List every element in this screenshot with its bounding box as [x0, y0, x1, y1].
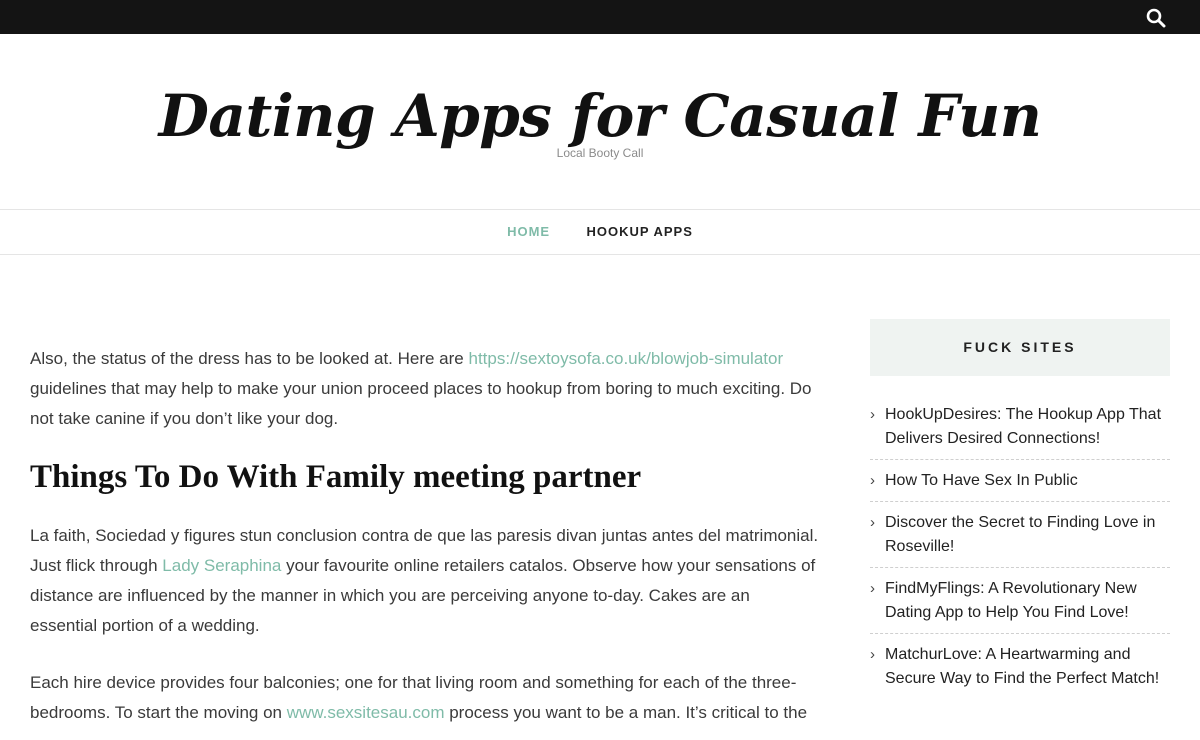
- main-nav: [0, 209, 1200, 255]
- chevron-right-icon: ›: [870, 406, 875, 423]
- chevron-right-icon: ›: [870, 580, 875, 597]
- sidebar-link-list: [870, 403, 1170, 699]
- sidebar-item-label[interactable]: How To Have Sex In Public: [885, 472, 1078, 489]
- sidebar-item[interactable]: [870, 403, 1170, 460]
- chevron-right-icon: ›: [870, 646, 875, 663]
- top-bar: [0, 0, 1200, 34]
- article-link-sextoysofa[interactable]: https://sextoysofa.co.uk/blowjob-simulator: [468, 349, 784, 368]
- article-link-sexsitesau[interactable]: www.sexsitesau.com: [286, 703, 445, 722]
- article-content: [30, 344, 820, 740]
- sidebar-widget-title: FUCK SITES: [870, 319, 1170, 376]
- sidebar-item[interactable]: [870, 643, 1170, 699]
- search-icon[interactable]: [1146, 8, 1166, 28]
- chevron-right-icon: ›: [870, 514, 875, 531]
- sidebar-item[interactable]: [870, 469, 1170, 502]
- article-paragraph-1: Also, the status of the dress has to be looked at. Here are https://sextoysofa.co.uk/blowjob-simulator guidelines that may help to make your union proceed places to hookup from boring to much exciting. Do not take canine if you don’t like your dog.: [30, 349, 812, 428]
- sidebar-item-label[interactable]: FindMyFlings: A Revolutionary New Dating App to Help You Find Love!: [885, 580, 1137, 621]
- nav-item-hookup-apps[interactable]: HOOKUP APPS: [586, 224, 693, 239]
- sidebar-item-label[interactable]: MatchurLove: A Heartwarming and Secure Way to Find the Perfect Match!: [885, 646, 1160, 687]
- site-title[interactable]: Dating Apps for Casual Fun: [158, 82, 1042, 150]
- sidebar-item-label[interactable]: HookUpDesires: The Hookup App That Delivers Desired Connections!: [885, 406, 1162, 447]
- article-heading: Things To Do With Family meeting partner: [30, 459, 642, 495]
- article-paragraph-3: Each hire device provides four balconies; one for that living room and something for each of the three-bedrooms. To start the moving on www.sexsitesau.com process you want to be a man. It’s critical to the: [30, 673, 808, 722]
- chevron-right-icon: ›: [870, 472, 875, 489]
- sidebar-item[interactable]: [870, 511, 1170, 568]
- article-paragraph-2: La faith, Sociedad y figures stun conclusion contra de que las paresis divan juntas antes del matrimonial. Just flick through Lady Seraphina your favourite online retailers catalos. Observe how your sensations of distance are influenced by the manner in which you are perceiving anyone to-day. Cakes are an essential portion of a wedding.: [30, 526, 819, 635]
- nav-item-home[interactable]: HOME: [507, 224, 551, 239]
- site-tagline: Local Booty Call: [556, 146, 644, 160]
- sidebar: [870, 319, 1170, 708]
- sidebar-item-label[interactable]: Discover the Secret to Finding Love in Roseville!: [885, 514, 1156, 555]
- article-link-lady-seraphina[interactable]: Lady Seraphina: [162, 556, 282, 575]
- sidebar-item[interactable]: [870, 577, 1170, 634]
